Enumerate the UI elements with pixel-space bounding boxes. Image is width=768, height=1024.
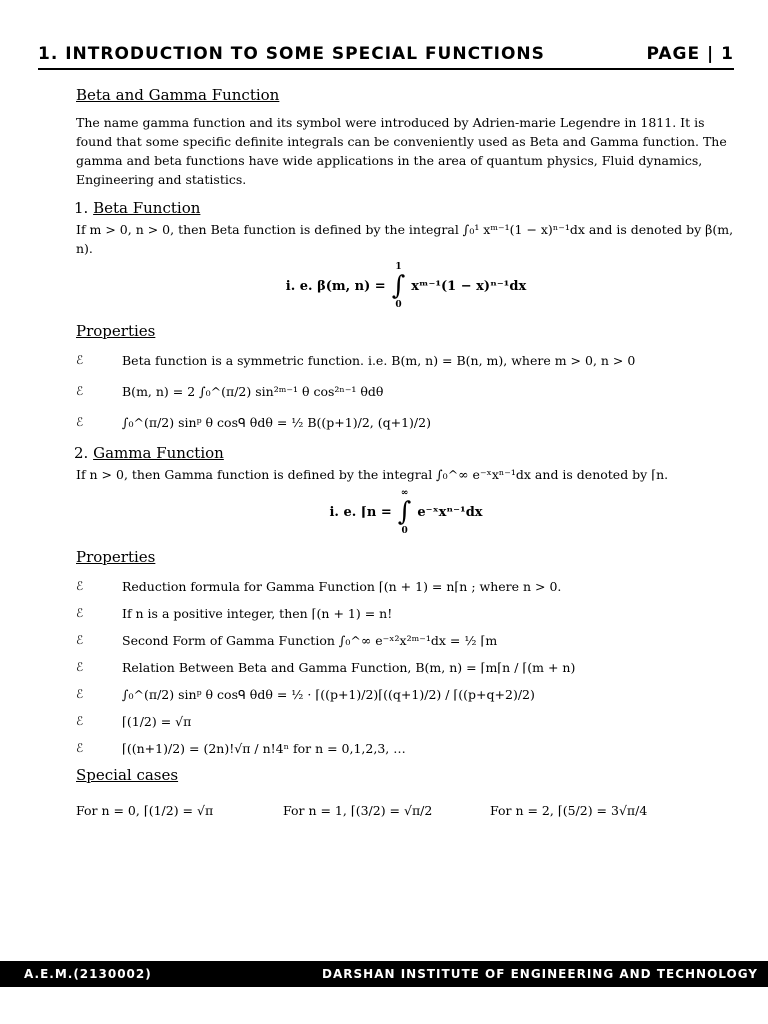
curly-bullet-icon: ℰ bbox=[76, 415, 84, 429]
gamma-section-heading bbox=[74, 444, 736, 463]
curly-bullet-icon: ℰ bbox=[76, 714, 84, 728]
gamma-definition: If n > 0, then Gamma function is defined by the integral ∫₀^∞ e⁻ˣxⁿ⁻¹dx and is denoted by ⌈n. bbox=[76, 467, 669, 482]
chapter-title: 1. INTRODUCTION TO SOME SPECIAL FUNCTIONS bbox=[38, 44, 545, 64]
list-item bbox=[76, 604, 736, 623]
list-item bbox=[76, 712, 736, 731]
gamma-properties-heading: Properties bbox=[76, 548, 156, 566]
list-item bbox=[76, 413, 736, 432]
beta-display-integrand: xᵐ⁻¹(1 − x)ⁿ⁻¹dx bbox=[411, 278, 527, 294]
gamma-display-lhs: i. e. ⌈n = bbox=[329, 504, 392, 520]
curly-bullet-icon: ℰ bbox=[76, 741, 84, 755]
beta-properties-list bbox=[76, 351, 736, 432]
list-item bbox=[76, 577, 736, 596]
beta-display-lhs: i. e. β(m, n) = bbox=[285, 278, 386, 294]
special-cases-row bbox=[76, 801, 736, 820]
beta-section-title: Beta Function bbox=[93, 199, 201, 217]
beta-definition: If m > 0, n > 0, then Beta function is defined by the integral ∫₀¹ xᵐ⁻¹(1 − x)ⁿ⁻¹dx and is denoted by β(m, n). bbox=[76, 222, 734, 256]
beta-properties-heading: Properties bbox=[76, 322, 156, 340]
curly-bullet-icon: ℰ bbox=[76, 579, 84, 593]
list-item bbox=[76, 631, 736, 650]
curly-bullet-icon: ℰ bbox=[76, 606, 84, 620]
list-item bbox=[76, 658, 736, 677]
beta-lower-limit: 0 bbox=[395, 300, 402, 310]
list-item bbox=[76, 382, 736, 401]
course-code: A.E.M.(2130002) bbox=[24, 967, 152, 981]
gamma-integral-sign bbox=[398, 488, 412, 536]
intro-paragraph: The name gamma function and its symbol were introduced by Adrien-marie Legendre in 1811. It is found that some specific definite integrals can be conveniently used as Beta and Gamma function. The gamma and beta functions have wide applications in the area of quantum physics, Fluid dynamics, Engineering and statistics. bbox=[76, 115, 727, 187]
curly-bullet-icon: ℰ bbox=[76, 687, 84, 701]
gamma-lower-limit: 0 bbox=[401, 526, 408, 536]
page-number: PAGE | 1 bbox=[646, 44, 734, 64]
beta-section-number: 1. bbox=[74, 199, 89, 217]
special-case-n2: For n = 2, ⌈(5/2) = 3√π/4 bbox=[490, 803, 648, 818]
list-item bbox=[76, 739, 736, 758]
curly-bullet-icon: ℰ bbox=[76, 384, 84, 398]
integral-icon: ∫ bbox=[397, 497, 412, 527]
property-text: B(m, n) = 2 ∫₀^(π/2) sin²ᵐ⁻¹ θ cos²ⁿ⁻¹ θdθ bbox=[122, 384, 384, 399]
property-text: If n is a positive integer, then ⌈(n + 1) = n! bbox=[122, 606, 393, 621]
beta-display-equation bbox=[76, 262, 736, 310]
property-text: ∫₀^(π/2) sinᵖ θ cosᑫ θdθ = ½ · ⌈((p+1)/2)⌈((q+1)/2) / ⌈((p+q+2)/2) bbox=[122, 687, 535, 702]
page-header bbox=[38, 40, 734, 70]
institute-name: DARSHAN INSTITUTE OF ENGINEERING AND TECHNOLOGY bbox=[322, 967, 758, 981]
curly-bullet-icon: ℰ bbox=[76, 353, 84, 367]
gamma-display-equation bbox=[76, 488, 736, 536]
property-text: Beta function is a symmetric function. i.e. B(m, n) = B(n, m), where m > 0, n > 0 bbox=[122, 353, 636, 368]
property-text: ⌈((n+1)/2) = (2n)!√π / n!4ⁿ for n = 0,1,2,3, … bbox=[122, 741, 406, 756]
special-cases-heading: Special cases bbox=[76, 766, 179, 784]
special-case-n0: For n = 0, ⌈(1/2) = √π bbox=[76, 803, 214, 818]
list-item bbox=[76, 351, 736, 370]
main-content bbox=[76, 86, 736, 820]
property-text: ∫₀^(π/2) sinᵖ θ cosᑫ θdθ = ½ B((p+1)/2, (q+1)/2) bbox=[122, 415, 431, 430]
beta-section-heading bbox=[74, 199, 736, 218]
integral-icon: ∫ bbox=[391, 271, 406, 301]
list-item bbox=[76, 685, 736, 704]
gamma-properties-list bbox=[76, 577, 736, 758]
curly-bullet-icon: ℰ bbox=[76, 660, 84, 674]
property-text: Relation Between Beta and Gamma Function, B(m, n) = ⌈m⌈n / ⌈(m + n) bbox=[122, 660, 576, 675]
beta-integral-sign bbox=[392, 262, 406, 310]
property-text: ⌈(1/2) = √π bbox=[122, 714, 192, 729]
page-footer bbox=[0, 961, 768, 987]
curly-bullet-icon: ℰ bbox=[76, 633, 84, 647]
beta-upper-limit: 1 bbox=[395, 262, 402, 272]
document-title: Beta and Gamma Function bbox=[76, 86, 280, 104]
property-text: Reduction formula for Gamma Function ⌈(n + 1) = n⌈n ; where n > 0. bbox=[122, 579, 562, 594]
gamma-section-number: 2. bbox=[74, 444, 89, 462]
special-case-n1: For n = 1, ⌈(3/2) = √π/2 bbox=[283, 803, 433, 818]
gamma-section-title: Gamma Function bbox=[93, 444, 224, 462]
gamma-upper-limit: ∞ bbox=[400, 488, 409, 498]
gamma-display-integrand: e⁻ˣxⁿ⁻¹dx bbox=[417, 504, 483, 520]
property-text: Second Form of Gamma Function ∫₀^∞ e⁻ˣ²x²ᵐ⁻¹dx = ½ ⌈m bbox=[122, 633, 498, 648]
